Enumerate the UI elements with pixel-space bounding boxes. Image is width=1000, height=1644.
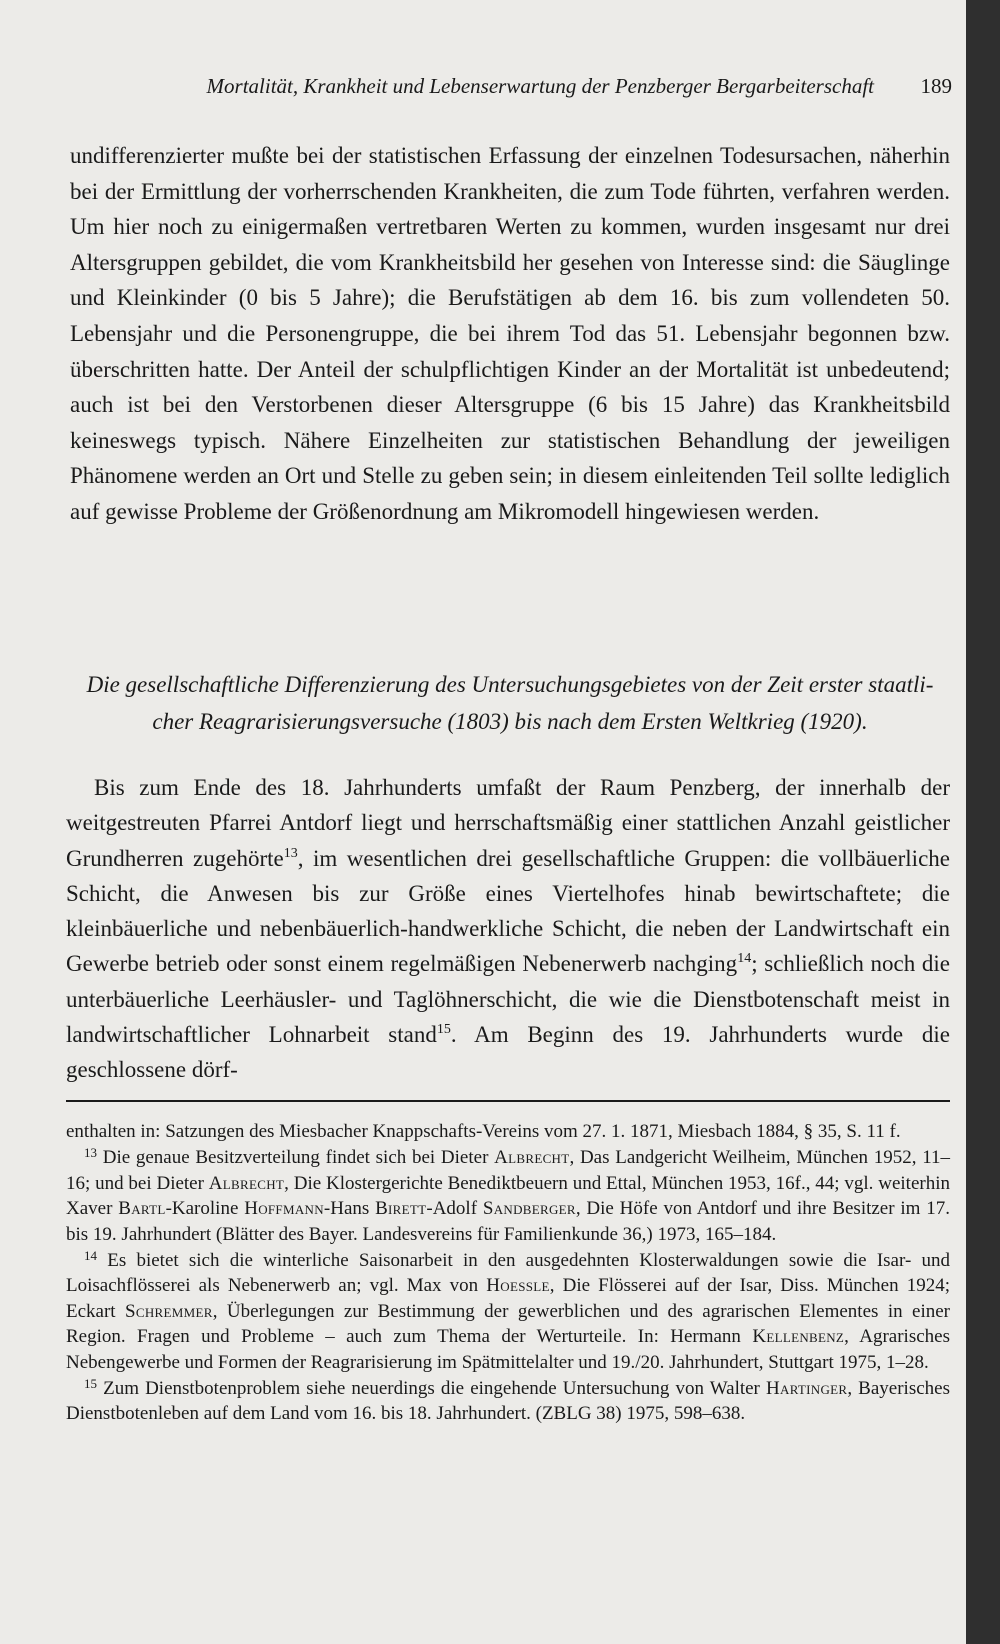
footnote-13	[66, 1145, 950, 1247]
paragraph-text: ; schließlich noch die unterbäuerliche Leerhäusler- und Taglöhnerschicht, die wie die Dienstbotenschaft meist in landwirtschaftlicher Lohnarbeit stand	[66, 951, 950, 1048]
section-paragraph	[66, 770, 950, 1088]
footnote-ref-15[interactable]: 15	[436, 1022, 451, 1038]
footnote-text: -Hans	[323, 1198, 376, 1220]
section-heading-line-1: Die gesellschaftliche Differenzierung des Untersuchungsgebietes von der Zeit erster staatli-	[86, 672, 934, 697]
footnote-15	[66, 1376, 950, 1427]
footnote-text: , Die Höfe von Antdorf und ihre Besitzer im 17. bis 19. Jahrhundert (Blätter des Bayer. Landesvereins für Familienkunde 36,) 1973, 165–184.	[66, 1198, 950, 1245]
author-name: Albrecht	[208, 1172, 285, 1194]
footnote-ref-13[interactable]: 13	[283, 845, 298, 861]
running-head	[70, 72, 952, 100]
author-name: Bartl	[118, 1198, 166, 1220]
running-head-title: Mortalität, Krankheit und Lebenserwartung der Penzberger Bergarbeiterschaft	[206, 74, 874, 98]
author-name: Kellenbenz	[752, 1326, 845, 1348]
author-name: Schremmer	[125, 1300, 213, 1322]
footnote-text: , Überlegungen zur Bestimmung der gewerblichen und des agrarischen Elementes in einer Region. Fragen und Probleme – auch zum Thema der Werturteile. In: Hermann	[66, 1300, 951, 1348]
author-name: Birett	[375, 1198, 427, 1220]
footnote-text: Es bietet sich die winterliche Saisonarbeit in den ausgedehnten Klosterwaldungen sowie die Isar- und Loisachflösserei als Nebenerwerb an; vgl. Max von	[66, 1250, 950, 1297]
body-text-section	[66, 770, 950, 1088]
footnote-number: 15	[84, 1376, 97, 1392]
footnote-number: 14	[84, 1248, 97, 1264]
paragraph-text: . Am Beginn des 19. Jahrhunderts wurde die geschlossene dörf-	[66, 1022, 950, 1083]
footnote-text: -Karoline	[165, 1198, 245, 1220]
footnote-text: , Agrarisches Nebengewerbe und Formen der Reagrarisierung im Spätmittelalter und 19./20. Jahrhundert, Stuttgart 1975, 1–28.	[66, 1326, 950, 1373]
author-name: Hartinger	[765, 1378, 848, 1400]
paragraph-text: , im wesentlichen drei gesellschaftliche Gruppen: die vollbäuerliche Schicht, die Anwesen bis zur Größe eines Viertelhofes hinab bewirtschaftete; die kleinbäuerliche und nebenbäuerlich-handwerkliche Schicht, die neben der Landwirtschaft ein Gewerbe betrieb oder sonst einem regelmäßigen Nebenerwerb nachging	[66, 845, 950, 977]
footnote-text: Die genaue Besitzverteilung findet sich bei Dieter	[97, 1147, 495, 1169]
author-name: Albrecht	[494, 1147, 570, 1169]
paragraph-text: Bis zum Ende des 18. Jahrhunderts umfaßt der Raum Penzberg, der innerhalb der weitgestreuten Pfarrei Antdorf liegt und herrschaftsmäßig einer stattlichen Anzahl geistlicher Grundherren zugehörte	[66, 775, 950, 871]
footnote-continuation: enthalten in: Satzungen des Miesbacher Knappschafts-Vereins vom 27. 1. 1871, Miesbach 1884, § 35, S. 11 f.	[66, 1121, 901, 1142]
footnotes	[66, 1119, 950, 1428]
footnote-text: , Bayerisches Dienstbotenleben auf dem Land vom 16. bis 18. Jahrhundert. (ZBLG 38) 1975, 598–638.	[66, 1378, 950, 1425]
scan-edge-shadow	[966, 0, 1000, 1644]
page-number: 189	[920, 74, 952, 98]
section-heading-line-2: cher Reagrarisierungsversuche (1803) bis nach dem Ersten Weltkrieg (1920).	[152, 709, 868, 734]
body-text-top	[70, 138, 950, 530]
author-name: Sandberger	[482, 1198, 576, 1220]
footnote-text: , Das Landgericht Weilheim, München 1952, 11–16; und bei Dieter	[66, 1147, 950, 1194]
author-name: Hoessle	[486, 1275, 550, 1297]
footnote-ref-14[interactable]: 14	[737, 951, 752, 967]
footnote-14	[66, 1248, 950, 1375]
footnote-text: -Adolf	[426, 1198, 483, 1220]
footnote-divider	[66, 1100, 950, 1102]
footnote-text: , Die Flösserei auf der Isar, Diss. München 1924; Eckart	[66, 1275, 951, 1322]
footnote-text: Zum Dienstbotenproblem siehe neuerdings die eingehende Untersuchung von Walter	[97, 1378, 766, 1400]
paragraph-continuation: undifferenzierter mußte bei der statistischen Erfassung der einzelnen Todesursachen, näherhin bei der Ermittlung der vorherrschenden Krankheiten, die zum Tode führten, verfahren werden. Um hier noch zu einigermaßen vertretbaren Werten zu kommen, wurden insgesamt nur drei Altersgruppen gebildet, die vom Krankheitsbild her gesehen von Interesse sind: die Säuglinge und Kleinkinder (0 bis 5 Jahre); die Berufstätigen ab dem 16. bis zum vollendeten 50. Lebensjahr und die Personengruppe, die bei ihrem Tod das 51. Lebensjahr begonnen bzw. überschritten hatte. Der Anteil der schulpflichtigen Kinder an der Mortalität ist unbedeutend; auch ist bei den Verstorbenen dieser Altersgruppe (6 bis 15 Jahre) das Krankheitsbild keineswegs typisch. Nähere Einzelheiten zur statistischen Behandlung der jeweiligen Phänomene werden an Ort und Stelle zu geben sein; in diesem einleitenden Teil sollte lediglich auf gewisse Probleme der Größenordnung am Mikromodell hingewiesen werden.	[70, 143, 950, 524]
section-heading	[70, 666, 950, 740]
footnote-text: , Die Klostergerichte Benediktbeuern und Ettal, München 1953, 16f., 44; vgl. weiterhin Xaver	[66, 1172, 950, 1220]
author-name: Hoffmann	[244, 1198, 324, 1220]
footnote-number: 13	[84, 1145, 97, 1161]
